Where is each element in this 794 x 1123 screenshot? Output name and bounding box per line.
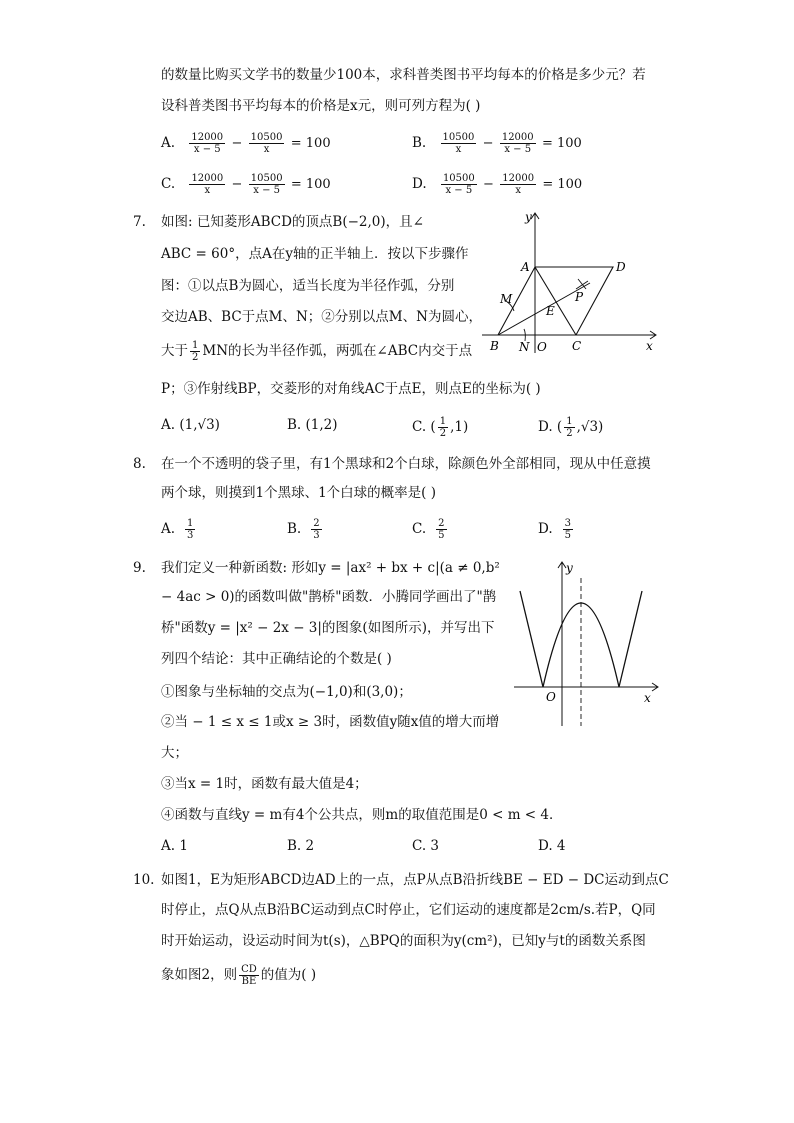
- q6-text-line1: 的数量比购买文学书的数量少100本，求科普类图书平均每本的价格是多少元？若: [161, 67, 646, 83]
- q8-option-b[interactable]: B. $\frac{2}{3}$: [287, 518, 320, 541]
- fraction: $\frac{10500}{x}$: [442, 132, 475, 155]
- q9-text-line2: − 4ac > 0)的函数叫做"鹊桥"函数．小腾同学画出了"鹊: [161, 589, 497, 605]
- q8-option-d[interactable]: D. $\frac{3}{5}$: [538, 518, 572, 541]
- q6-option-a[interactable]: A. $\frac{12000}{x - 5}$ − $\frac{10500}{x}$ = 100: [161, 132, 331, 155]
- label-o: O: [546, 690, 556, 704]
- q9-option-c[interactable]: C. 3: [412, 838, 440, 854]
- fraction: $\frac{2}{3}$: [313, 518, 320, 541]
- q9-number: 9.: [133, 560, 146, 576]
- fraction: $\frac{10500}{x}$: [250, 132, 283, 155]
- q7-option-a[interactable]: A. (1,√3): [161, 417, 220, 433]
- option-label: A.: [161, 135, 176, 151]
- q6-option-c[interactable]: C. $\frac{12000}{x}$ − $\frac{10500}{x - 5}$ = 100: [161, 173, 331, 196]
- label-y: y: [525, 210, 532, 224]
- q7-option-d[interactable]: D. ( $\frac{1}{2}$ ,√3): [538, 416, 604, 439]
- q9-option-a[interactable]: A. 1: [161, 838, 188, 854]
- q9-conclusion-2: ②当 − 1 ≤ x ≤ 1或x ≥ 3时，函数值y随x值的增大而增: [161, 714, 500, 730]
- q7-number: 7.: [133, 214, 146, 230]
- fraction: $\frac{10500}{x - 5}$: [250, 173, 283, 196]
- label-m: M: [500, 292, 513, 306]
- fraction: $\frac{1}{2}$: [439, 416, 447, 439]
- fraction: $\frac{10500}{x - 5}$: [442, 173, 475, 196]
- label-y: y: [566, 561, 573, 575]
- option-label: B.: [412, 135, 427, 151]
- fraction: $\frac{12000}{x - 5}$: [191, 132, 224, 155]
- q9-option-b[interactable]: B. 2: [287, 838, 315, 854]
- option-label: D.: [412, 176, 427, 192]
- fraction: $\frac{2}{5}$: [438, 518, 445, 541]
- q9-conclusion-2-cont: 大；: [161, 745, 188, 761]
- option-label: C.: [161, 176, 176, 192]
- label-a: A: [521, 260, 530, 274]
- q9-conclusion-1: ①图象与坐标轴的交点为(−1,0)和(3,0)；: [161, 684, 412, 700]
- q9-conclusion-3: ③当x = 1时，函数有最大值是4；: [161, 776, 368, 792]
- q10-text-line4: 象如图2，则 $\frac{CD}{BE}$ 的值为( ): [161, 964, 317, 987]
- q6-option-b[interactable]: B. $\frac{10500}{x}$ − $\frac{12000}{x - 5}$ = 100: [412, 132, 582, 155]
- q8-option-c[interactable]: C. $\frac{2}{5}$: [412, 518, 445, 541]
- q9-text-line1: 我们定义一种新函数: 形如y = |ax² + bx + c|(a ≠ 0,b²: [161, 560, 500, 576]
- q7-option-b[interactable]: B. (1,2): [287, 417, 338, 433]
- q6-text-line2: 设科普类图书平均每本的价格是x元，则可列方程为( ): [161, 98, 481, 114]
- magpie-bridge-graph: [508, 556, 663, 731]
- q9-conclusion-4: ④函数与直线y = m有4个公共点，则m的取值范围是0 < m < 4．: [161, 807, 563, 823]
- label-x: x: [646, 339, 653, 353]
- label-x: x: [644, 691, 651, 705]
- fraction: $\frac{1}{2}$: [566, 416, 573, 439]
- q8-number: 8.: [133, 456, 146, 472]
- q10-text-line3: 时开始运动，设运动时间为t(s)，△BPQ的面积为y(cm²)，已知y与t的函数关系图: [161, 933, 646, 949]
- q10-text-line2: 时停止，点Q从点B沿BC运动到点C时停止，它们运动的速度都是2cm/s.若P，Q同: [161, 902, 656, 918]
- q7-option-c[interactable]: C. ( $\frac{1}{2}$ ,1): [412, 416, 469, 439]
- label-c: C: [572, 339, 582, 353]
- fraction: $\frac{12000}{x}$: [502, 173, 535, 196]
- fraction: $\frac{1}{3}$: [187, 518, 194, 541]
- q7-text-line6: P；③作射线BP，交菱形的对角线AC于点E，则点E的坐标为( ): [161, 381, 541, 397]
- label-n: N: [519, 340, 530, 354]
- label-b: B: [490, 339, 499, 353]
- fraction: $\frac{12000}{x}$: [191, 173, 224, 196]
- rhombus-figure: [478, 205, 668, 360]
- fraction-half: $\frac{1}{2}$: [192, 340, 199, 363]
- fraction-cd-be: $\frac{CD}{BE}$: [241, 964, 257, 987]
- q10-text-line1: 如图1，E为矩形ABCD边AD上的一点，点P从点B沿折线BE − ED − DC运动到点C: [161, 872, 669, 888]
- q9-text-line3: 桥"函数y = |x² − 2x − 3|的图象(如图所示)，并写出下: [161, 620, 495, 636]
- q7-text-line3: 图：①以点B为圆心，适当长度为半径作弧，分别: [161, 278, 455, 294]
- label-d: D: [616, 260, 626, 274]
- q8-option-a[interactable]: A. $\frac{1}{3}$: [161, 518, 194, 541]
- q7-text-line1: 如图: 已知菱形ABCD的顶点B(−2,0)，且∠: [161, 214, 424, 230]
- q10-number: 10.: [133, 872, 155, 888]
- label-p: P: [575, 290, 584, 304]
- q9-text-line4: 列四个结论：其中正确结论的个数是( ): [161, 651, 392, 667]
- q7-text-line5: 大于 $\frac{1}{2}$ MN的长为半径作弧，两弧在∠ABC内交于点: [161, 340, 473, 363]
- fraction: $\frac{3}{5}$: [564, 518, 572, 541]
- fraction: $\frac{12000}{x - 5}$: [501, 132, 534, 155]
- label-e: E: [546, 304, 555, 318]
- q8-text-line1: 在一个不透明的袋子里，有1个黑球和2个白球，除颜色外全部相同，现从中任意摸: [161, 456, 651, 472]
- q6-option-d[interactable]: D. $\frac{10500}{x - 5}$ − $\frac{12000}{x}$ = 100: [412, 173, 583, 196]
- q7-text-line2: ABC = 60°，点A在y轴的正半轴上．按以下步骤作: [161, 246, 469, 262]
- label-o: O: [537, 340, 547, 354]
- q9-option-d[interactable]: D. 4: [538, 838, 566, 854]
- q8-text-line2: 两个球，则摸到1个黑球、1个白球的概率是( ): [161, 485, 437, 501]
- q7-text-line4: 交边AB、BC于点M、N；②分别以点M、N为圆心，: [161, 309, 482, 325]
